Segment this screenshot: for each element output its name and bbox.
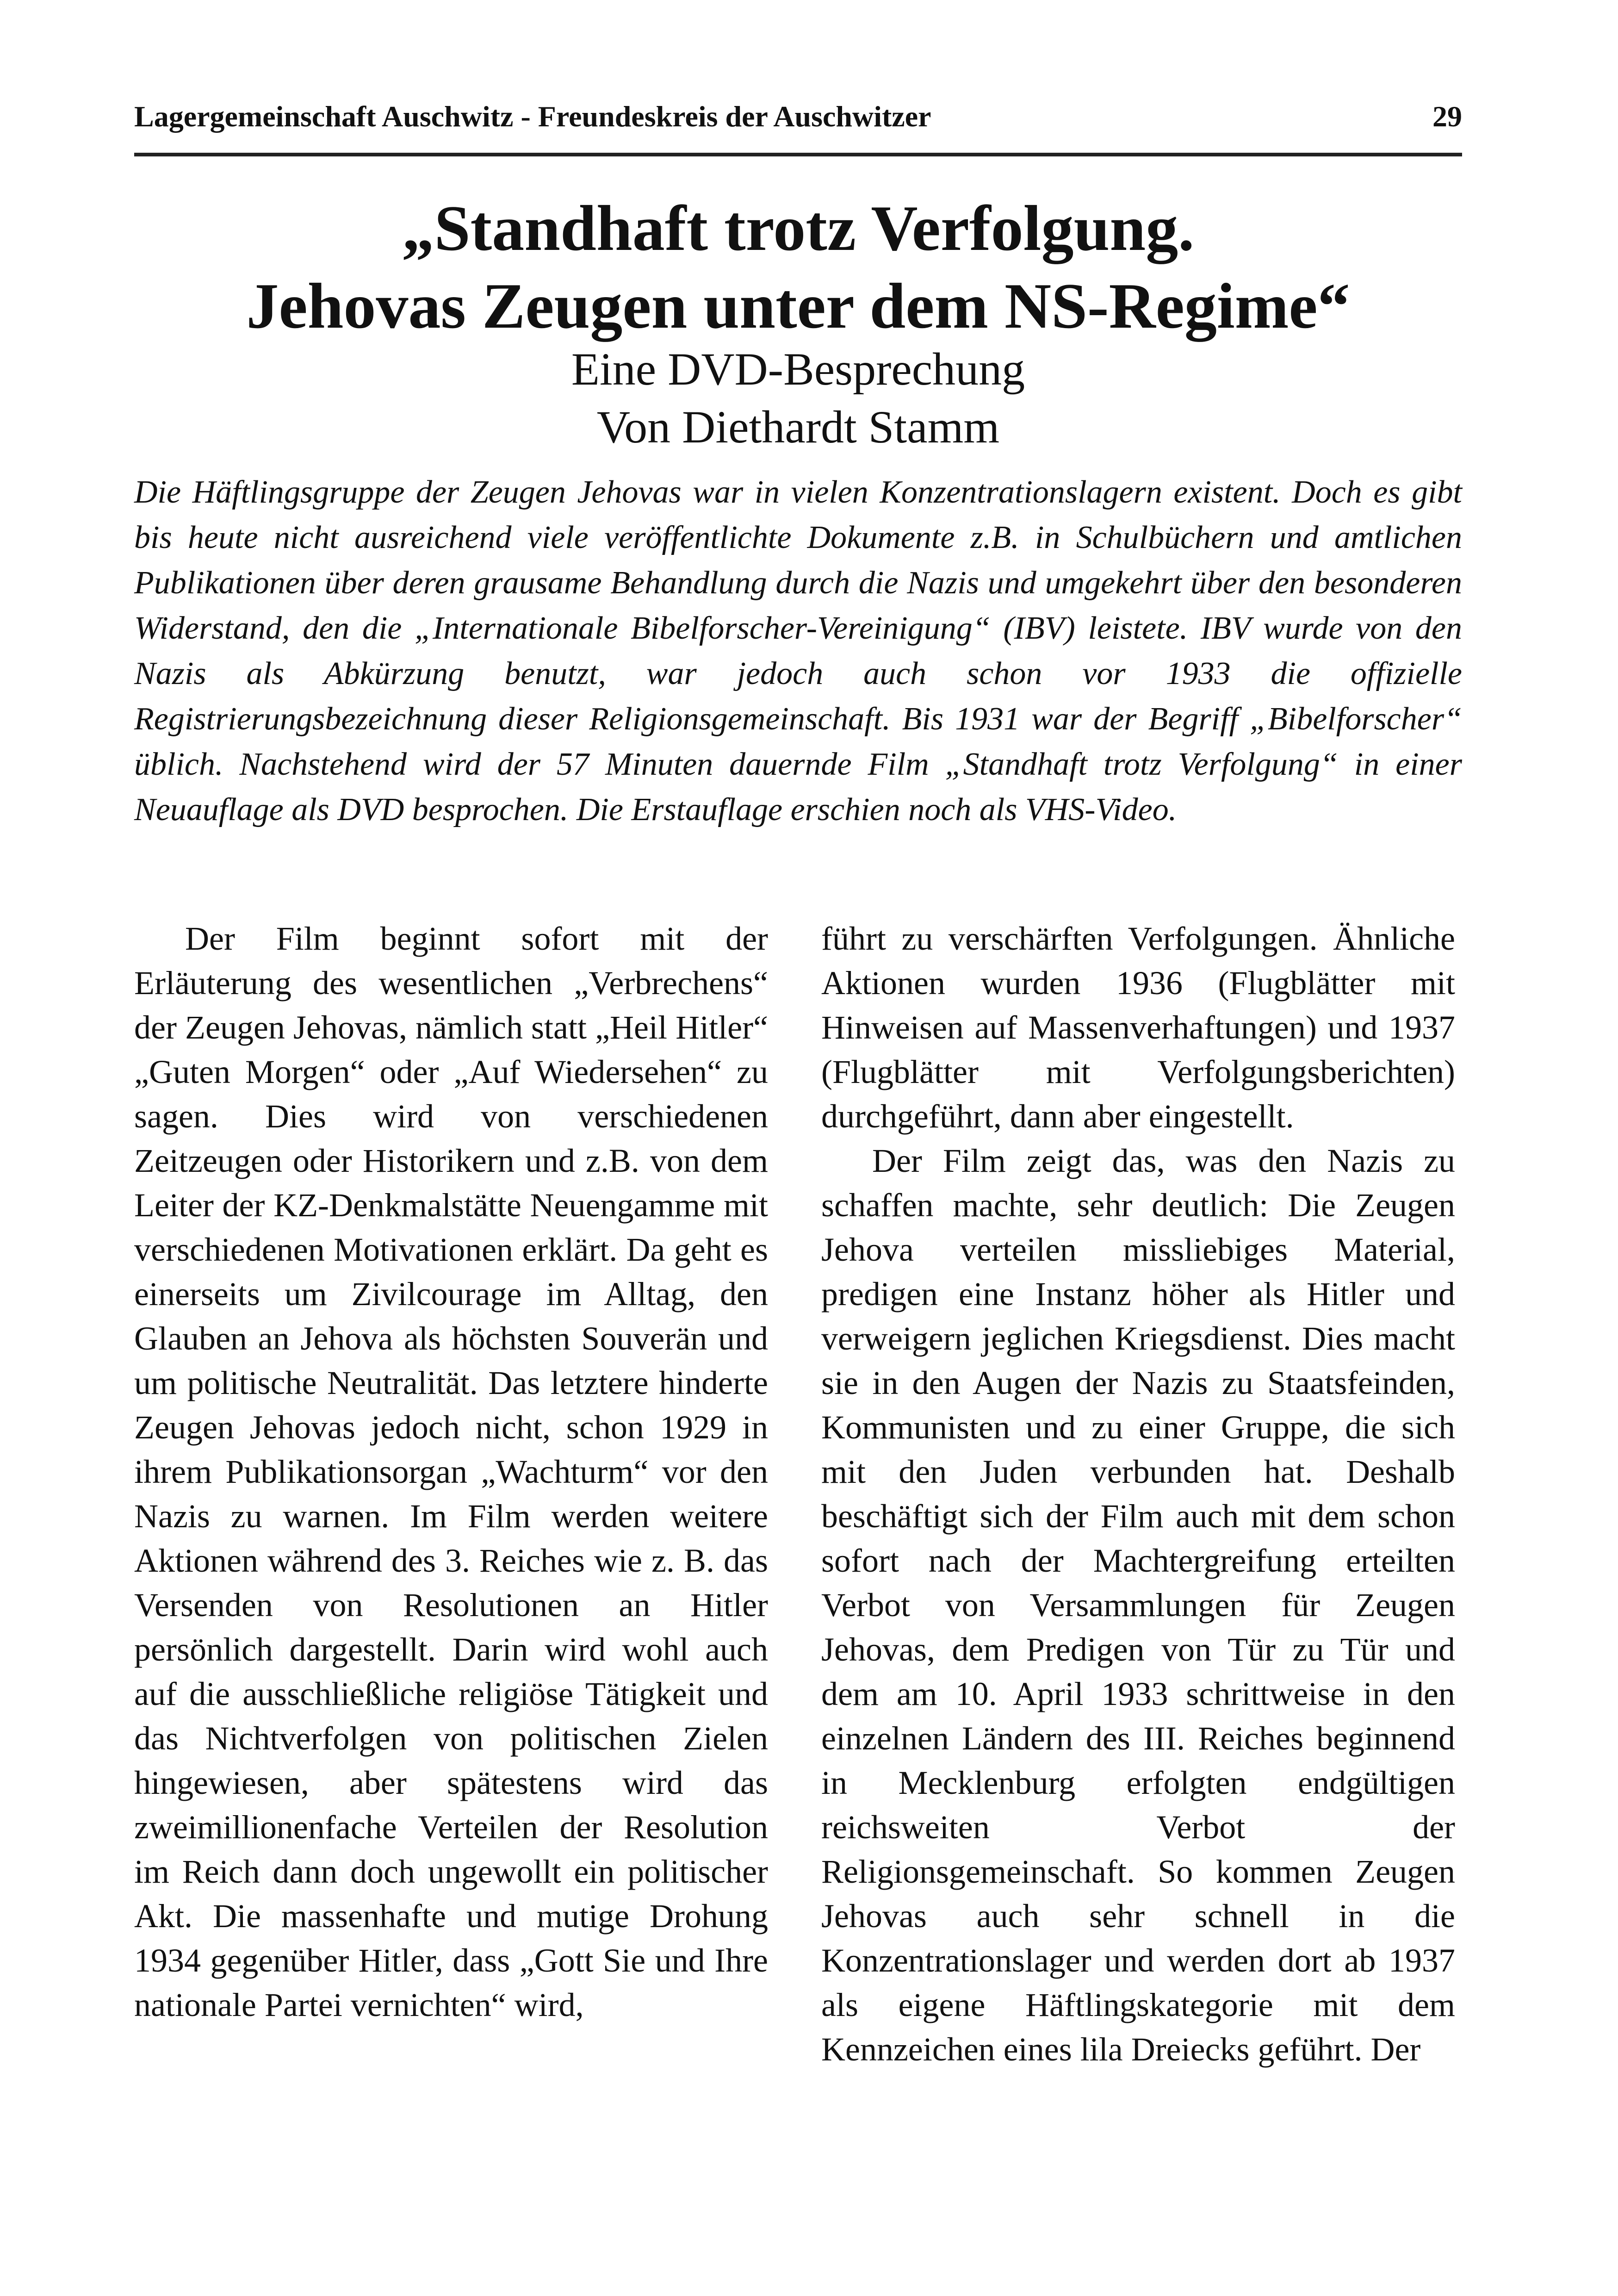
article-author: Von Diethardt Stamm xyxy=(596,401,1000,453)
lead-paragraph: Die Häftlingsgruppe der Zeugen Jehovas war in vielen Konzentrationslagern existent. Doch es gibt bis heute nicht ausreichend viele veröffentlichte Dokumente z.B. in Schulbüchern und amtlichen Publikationen über deren grausame Behandlung durch die Nazis und umgekehrt über den besonderen Widerstand, den die „Internationale Bibelforscher-Vereinigung“ (IBV) leistete. IBV wurde von den Nazis als Abkürzung benutzt, war jedoch auch schon vor 1933 die offizielle Registrierungsbezeichnung dieser Religionsgemeinschaft. Bis 1931 war der Begriff „Bibelforscher“ üblich. Nachstehend wird der 57 Minuten dauernde Film „Standhaft trotz Verfolgung“ in einer Neuauflage als DVD besprochen. Die Erstauflage erschien noch als VHS-Video. xyxy=(134,474,1462,828)
page-number: 29 xyxy=(1432,100,1462,133)
article-title xyxy=(134,190,1462,345)
article-subtitle-block xyxy=(134,340,1462,456)
article-subtitle: Eine DVD-Besprechung xyxy=(571,343,1025,395)
body-column-left xyxy=(134,916,768,2027)
header-rule xyxy=(134,153,1462,156)
body-paragraph: Der Film beginnt sofort mit der Erläuterung des wesentlichen „Verbrechens“ der Zeugen Jehovas, nämlich statt „Heil Hitler“ „Guten Morgen“ oder „Auf Wiedersehen“ zu sagen. Dies wird von verschiedenen Zeitzeugen oder Historikern und z.B. von dem Leiter der KZ-Denkmalstätte Neuengamme mit verschiedenen Motivationen erklärt. Da geht es einerseits um Zivilcourage im Alltag, den Glauben an Jehova als höchsten Souverän und um politische Neutralität. Das letztere hinderte Zeugen Jehovas jedoch nicht, schon 1929 in ihrem Publikationsorgan „Wachturm“ vor den Nazis zu warnen. Im Film werden weitere Aktionen während des 3. Reiches wie z. B. das Versenden von Resolutionen an Hitler persönlich dargestellt. Darin wird wohl auch auf die ausschließliche religiöse Tätigkeit und das Nichtverfolgen von politischen Zielen hingewiesen, aber spätestens wird das zweimillionenfache Verteilen der Resolution im Reich dann doch ungewollt ein politischer Akt. Die massenhafte und mutige Drohung 1934 gegenüber Hitler, dass „Gott Sie und Ihre nationale Partei vernichten“ wird, xyxy=(134,920,768,2023)
title-line-1: „Standhaft trotz Verfolgung. xyxy=(402,193,1195,264)
body-paragraph: Der Film zeigt das, was den Nazis zu schaffen machte, sehr deutlich: Die Zeugen Jehova verteilen missliebiges Material, predigen eine Instanz höher als Hitler und verweigern jeglichen Kriegsdienst. Dies macht sie in den Augen der Nazis zu Staatsfeinden, Kommunisten und zu einer Gruppe, die sich mit den Juden verbunden hat. Deshalb beschäftigt sich der Film auch mit dem schon sofort nach der Machtergreifung erteilten Verbot von Versammlungen für Zeugen Jehovas, dem Predigen von Tür zu Tür und dem am 10. April 1933 schrittweise in den einzelnen Ländern des III. Reiches beginnend in Mecklenburg erfolgten endgültigen reichsweiten Verbot der Religionsgemeinschaft. So kommen Zeugen Jehovas auch sehr schnell in die Konzentrationslager und werden dort ab 1937 als eigene Häftlingskategorie mit dem Kennzeichen eines lila Dreiecks geführt. Der xyxy=(821,1142,1455,2068)
publication-name: Lagergemeinschaft Auschwitz - Freundeskreis der Auschwitzer xyxy=(134,100,931,133)
body-column-right xyxy=(821,916,1455,2072)
body-paragraph-continued: führt zu verschärften Verfolgungen. Ähnliche Aktionen wurden 1936 (Flugblätter mit Hinweisen auf Massenverhaftungen) und 1937 (Flugblätter mit Verfolgungsberichten) durchgeführt, dann aber eingestellt. xyxy=(821,920,1455,1135)
title-line-2: Jehovas Zeugen unter dem NS-Regime“ xyxy=(246,270,1350,342)
